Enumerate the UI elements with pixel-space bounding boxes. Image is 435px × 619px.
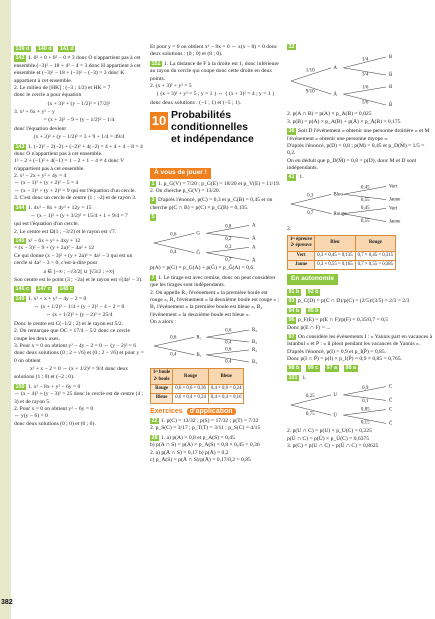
text: p(Ū ∩ C) = p(Ū) × p_Ū(C) = 0,6375	[287, 435, 370, 442]
tree-probability: 0,4	[225, 341, 232, 347]
text: 2. p(U ∩ C) = p(U) × p_U(C) = 0,225	[287, 428, 372, 435]
probability-table	[287, 235, 396, 270]
text: D'après l'énoncé, p(D) = 0,8 ; p(M) = 0,45 et p_D(M̄) = 1/5 = 0,2.	[287, 142, 425, 157]
tree-node-label: Vert	[389, 206, 398, 212]
text: = (x − 3)² − 9 + (y + 2a)² − 4a² + 12	[14, 245, 95, 252]
text: c) p_Ā(S) = p(Ā ∩ S)/p(Ā) = 0,17/0,2 = 0,85	[150, 456, 251, 463]
tree-probability: 0,55	[360, 197, 370, 203]
text: 2. On remarque que OC = 17/4 − 5/2 donc ce cercle coupe les deux axes.	[14, 328, 130, 342]
table-cell: 0,3 × 0,55 = 0,165	[315, 261, 355, 270]
tree-probability: 0,8	[225, 224, 232, 230]
tree-probability: 1/6	[362, 86, 369, 92]
exercise-97	[287, 334, 433, 364]
text: Son centre est le point (3 ; −2a) et le rayon est √(4a² − 3).	[14, 276, 143, 283]
text: qui est l'équation d'un cercle.	[14, 221, 79, 228]
tag: 92 b	[307, 289, 319, 296]
text: 2. p(A ∩ B) = p(A) × p_A(B) = 0,025	[287, 111, 372, 118]
column-3	[287, 44, 433, 452]
tree-probability: 1/10	[305, 68, 315, 74]
text: 2. On cherche p_G(V) = 13/20.	[150, 187, 221, 194]
intro-text: Et pour y = 0 on obtient x² − 8x = 0 ⇔ x(x − 8) = 0 donc deux solutions : (0 ; 0) et (8 ; 0).	[150, 44, 278, 58]
exercise-7	[150, 275, 281, 404]
tree-node-label: A	[333, 66, 338, 72]
tree-node-label: Bleu	[333, 192, 343, 198]
table-header: Rouge	[355, 236, 395, 252]
text: 2. (x + 3)² + y² = 5	[150, 82, 192, 89]
tree-node-label: Ā	[333, 92, 338, 98]
tag: 98 a	[345, 365, 357, 372]
exercise-3	[150, 197, 281, 212]
exercise-number: 1	[151, 180, 155, 187]
exercise-number: 22	[151, 418, 158, 424]
text: 1. p_G(V) = 7/20 ; p_G(E) = 18/20 et p_V(E) = 11/19.	[158, 180, 281, 187]
probability-tree	[287, 182, 407, 226]
chapter-number: 10	[151, 113, 167, 128]
tree-probability: 0,3	[225, 245, 232, 251]
tree-node-label: Vert	[389, 184, 398, 190]
text: D'après l'énoncé, p(I) = 0,9 et p_I(P̄) = 0,85.	[287, 348, 387, 355]
exercise-tags-mid	[14, 286, 144, 293]
tree-node-label: B₂	[252, 360, 258, 366]
text: donc le cercle a pour équation	[14, 92, 82, 99]
tree-probability: 0,9	[362, 386, 369, 392]
probability-table	[150, 368, 244, 403]
exercise-number: 3	[151, 197, 155, 204]
tag: 139 d	[15, 46, 30, 52]
exercise-28	[150, 435, 281, 465]
exercise-number: 144	[15, 204, 25, 211]
tree-probability: 0,15	[360, 420, 370, 426]
tree-node-label: Jaune	[389, 219, 401, 225]
text: Soit D l'événement « obtenir une personne droitière » et M l'événement « obtenir une personne myope ».	[287, 128, 430, 142]
page-number: 382	[1, 599, 13, 606]
exercise-number: 97	[288, 333, 295, 340]
exercise-41	[287, 174, 433, 270]
exercise-number: 150	[15, 383, 25, 390]
exercise-151	[150, 61, 281, 107]
exercise-5	[150, 214, 281, 273]
section-banner-vous-de-jouer: À vous de jouer !	[150, 168, 211, 179]
tree-probability: 0,75	[305, 412, 315, 418]
exercise-145	[14, 238, 144, 284]
text: Donc p(I ∩ P̄) = p(I) × p_I(P̄) = 0,9 × 0,85 = 0,765.	[287, 356, 403, 363]
exercise-144	[14, 205, 144, 237]
text: ⇔ y(y − 6) = 0	[14, 413, 48, 420]
text: 1. 4x² − 8x + 4y² + 12y = 15	[28, 204, 92, 211]
exercise-101	[287, 375, 433, 451]
tree-probability: 0,6	[225, 329, 232, 335]
tree-probability: 3/4	[362, 72, 369, 78]
tag: 97 a	[326, 365, 338, 372]
tree-node-label: G	[196, 231, 201, 237]
exercise-22	[150, 418, 281, 433]
text: On considère les événements I : « Yannis part en vacances à Istanbul » et P : « il pleut pendant les vacances de Yannis ».	[287, 333, 433, 348]
exercise-number: 93	[288, 298, 295, 305]
text: 1. Le tirage est avec remise, donc on peut considérer que les tirages sont indépendants.	[150, 274, 276, 289]
table-cell: 0,7 × 0,55 = 0,385	[355, 261, 395, 270]
exercise-number: 149	[15, 295, 25, 302]
tree-node-label: B₁	[196, 353, 202, 359]
tag: 140 d	[37, 46, 52, 52]
tree-node-label: R₁	[196, 335, 202, 341]
table-corner: 1ʳᵉ épreuve 2ᵉ épreuve	[288, 236, 315, 252]
tree-node-label: B̄	[389, 103, 393, 109]
text: 2. On appelle R₁ l'événement « la première boule est rouge », R₂ l'événement « la deuxième boule est rouge » ; B₁ l'événement « la première boule est bleue », B₂ l'événement « la deuxième boule est bleue ».	[150, 289, 280, 318]
tree-probability: 9/10	[305, 90, 315, 96]
tree-node-label: Ḡ	[196, 251, 201, 257]
exercise-149	[14, 296, 144, 382]
text: donc deux solutions (0 ; 0) et (0 ; 6).	[14, 420, 96, 427]
text: Ce qui donne (x − 3)² + (y + 2a)² = 4a² − 3 qui est un cercle si 4a² − 3 > 0, c'est-à-dire pour	[14, 252, 133, 267]
tag: 148 c	[59, 286, 73, 293]
text: 3. Pour x = 0 on obtient y² − 4y − 2 = 0 ⇔ (y − 2)² = 6 donc deux solutions (0 ; 2 + √6) et (0 ; 2 − √6) et pour y = 0 on obtient	[14, 342, 144, 364]
exercise-93	[287, 298, 433, 305]
equation: (x + 3)² + (y − 1/2)² = (7/2)²	[47, 100, 111, 107]
equation: x² + x − 2 = 0 ⇔ (x + 1/2)² = 9/4 donc deux	[29, 366, 129, 372]
tag: 95 b	[307, 307, 319, 314]
tree-node-label: U	[333, 393, 338, 399]
text: 3. p(B) = p(A) × p_A(B) + p(Ā) × p_Ā(B) = 0,175	[287, 118, 401, 125]
tree-node-label: A	[252, 223, 256, 229]
text: 1.	[302, 374, 307, 381]
text: solutions (1 ; 0) et (−2 ; 0).	[14, 374, 75, 381]
exercise-number: 28	[151, 434, 158, 441]
tree-probability: 1/4	[362, 57, 369, 63]
equation: 1. x² + x + y² − 4y − 2 = 0	[28, 295, 87, 302]
exercise-number: 143	[15, 143, 25, 150]
tree-probability: 0,4	[170, 250, 177, 256]
tree-probability: 0,55	[360, 218, 370, 224]
tree-node-label: B	[389, 85, 393, 91]
table-header: Bleu	[315, 236, 355, 252]
exercise-number: 142	[15, 55, 25, 62]
text: 2. Le milieu de [HK] : (−3 ; 1/2) et HK = 7	[14, 84, 111, 91]
text: ⇔ (x − 1)² + (y + 2)² = 9 qui est l'équation d'un cercle.	[14, 187, 136, 194]
text: 1. x² − 8x + y² − 6y = 0	[28, 383, 81, 390]
text: 1. La distance de F à la droite est 1, donc inférieure au rayon du cercle qui coupe donc cette droite en deux points.	[150, 60, 279, 82]
tree-probability: 0,45	[360, 205, 370, 211]
text: b) p(A ∩ S) = p(A) × p_A(S) = 0,8 × 0,45 = 0,36	[150, 442, 260, 449]
tree-node-label: Ū	[333, 413, 338, 419]
text: p(A) = p(G) × p_G(A) + p(Ḡ) × p_Ḡ(A) = 0,6.	[150, 265, 255, 272]
exercise-tags-a	[287, 289, 433, 296]
exercise-32	[287, 44, 433, 126]
exercise-142	[14, 55, 144, 141]
tree-node-label: C̄	[389, 421, 393, 427]
probability-tree	[150, 326, 270, 366]
text: 3. x² + 6x + y² − y	[14, 109, 55, 115]
tag: 147 c	[37, 286, 51, 293]
table-cell: 0,6 × 0,6 = 0,36	[173, 385, 209, 394]
text: donc l'équation devient	[14, 125, 66, 132]
tag: 99 c	[307, 365, 319, 372]
text: 2. Pour x = 0 on obtient y² − 6y = 0	[14, 405, 94, 412]
section-banner-autonomie: En autonomie	[287, 274, 338, 285]
text: donc deux solutions : (−1 ; 1) et (−5 ; 1).	[150, 99, 241, 106]
exercise-number: 7	[151, 274, 155, 281]
text: 1. a) p(A) = 0,8 et p_A(S) = 0,45	[161, 434, 235, 441]
text: Donc p(E ∩ F) = ...	[287, 324, 331, 331]
tag: 91 b	[288, 289, 300, 296]
exercise-number: 5	[151, 214, 155, 221]
chapter-title: Probabilités conditionnelles et indépendance	[171, 109, 254, 145]
row-header: Vert	[288, 251, 315, 260]
column-1	[14, 44, 144, 430]
table-cell: 0,7 × 0,45 = 0,315	[355, 251, 395, 260]
tree-probability: 0,4	[170, 352, 177, 358]
tree-probability: 0,6	[170, 336, 177, 342]
table-header: Bleue	[208, 369, 244, 385]
tree-probability: 0,6	[225, 347, 232, 353]
equation: = (x + 3)² − 9 + (y − 1/2)² − 1/4	[43, 117, 115, 124]
tree-node-label: B	[389, 55, 393, 61]
exercise-tags-top	[14, 46, 144, 53]
text: 2. p_S(C) = 3/17 ; p_T(T) = 3/11 ; p_S(C) = 4/15	[150, 425, 261, 432]
tree-node-label: C̄	[389, 398, 393, 404]
tree-node-label: Rouge	[333, 211, 347, 217]
tag: 98 b	[288, 365, 300, 372]
equation: ⇔ (x + 1/2)² + (y − 2)² = 25/4	[45, 312, 113, 319]
tree-probability: 0,7	[307, 210, 314, 216]
text: D'après l'énoncé, p(C) = 0,3 et p_C(B) = 0,45 et on cherche p(C ∩ B) = p(C) × p_C(B) = 0,135.	[150, 197, 273, 211]
exercise-tags-c	[287, 365, 433, 372]
tree-node-label: C	[389, 384, 393, 390]
text: 1. p(C) = 13/32 ; p(S) = 17/32 ; p(T) = 7/32	[161, 418, 259, 424]
tree-probability: 0,25	[305, 394, 315, 400]
tree-probability: 0,1	[362, 398, 369, 404]
exercise-number: 145	[15, 238, 25, 244]
tree-node-label: C	[389, 407, 393, 413]
tree-node-label: Ā	[252, 259, 256, 265]
equation: ⇔ (x − 1)² + (y + 3/2)² = 15/4 + 1 + 9/4 = 7	[30, 212, 128, 219]
probability-tree	[150, 221, 270, 265]
text: ⇔ (x − 4)² + (y − 3)² = 25 donc le cercle est de centre (4 ; 3) et de rayon 5.	[14, 391, 144, 405]
text: 2. x² − 2x + y² + 4y = 4	[14, 173, 67, 179]
text: 3. C'est donc un cercle de centre (1 ; −2) et de rayon 3.	[14, 195, 137, 202]
chapter-header	[150, 110, 281, 162]
tree-probability: 0,6	[170, 232, 177, 238]
tree-probability: 0,45	[360, 185, 370, 191]
row-header: Jaune	[288, 261, 315, 270]
exercise-number: 151	[151, 60, 161, 67]
exercise-1	[150, 181, 281, 196]
text: 3. p(C) = p(U ∩ C) + p(Ū ∩ C) = 0,8625	[287, 442, 379, 449]
exercise-150	[14, 384, 144, 428]
tree-node-label: Ā	[252, 237, 256, 243]
text: 1. 0² + 0 + 0² − 0 ≠ 3 donc O n'appartient pas à cet ensemble.(−3)² − 18 + 4² − 4 = 3 donc H appartient à cet ensemble et (−3)² − 18 + (−3)² − (−3) = 3 donc K appartient à cet ensemble.	[14, 55, 141, 84]
exercise-96	[287, 317, 433, 332]
tree-node-label: R₂	[252, 348, 258, 354]
text: 1. (−2)² − 2(−2) + (−2)² + 4(−2) = 4 + 4 + 4 − 8 = 4 donc O n'appartient pas à cet ensemble.	[14, 143, 143, 157]
tree-node-label: A	[252, 245, 256, 251]
text: 1.	[299, 174, 304, 181]
table-header: Rouge	[173, 369, 209, 385]
text: 1² − 2 + (−1)² + 4(−1) = 1 − 2 + 1 − 4 ≠ 4 donc V n'appartient pas à cet ensemble.	[14, 158, 125, 172]
exercise-tags-b	[287, 308, 433, 315]
table-cell: 0,6 × 0,4 = 0,24	[173, 394, 209, 403]
tag: 94 b	[288, 307, 300, 314]
equation: ⇔ (x + 1/2)² − 1/4 + (y − 2)² − 4 − 2 = 0	[33, 304, 125, 310]
tree-node-label: B̄	[389, 73, 393, 79]
tree-node-label: R₂	[252, 328, 258, 334]
tree-probability: 0,4	[225, 359, 232, 365]
tree-node-label: B₂	[252, 340, 258, 346]
text: x² − 6x + y² + 4xy + 12	[28, 238, 81, 244]
exercise-number: 41	[288, 174, 295, 181]
row-header: Rouge	[151, 385, 173, 394]
text: ⇔ (x − 1)² + (y + 2)² − 5 = 4	[14, 180, 79, 187]
tree-probability: 0,2	[225, 237, 232, 243]
tree-probability: 0,85	[360, 407, 370, 413]
page-sidebar	[0, 0, 11, 619]
text: On en déduit que p_D(M̄) = 0,8 = p(D), donc M et D sont indépendants.	[287, 157, 417, 171]
text: Donc le centre est C(−1/2 ; 2) et le rayon est 5/2.	[14, 320, 124, 327]
tree-probability: 5/6	[362, 101, 369, 107]
table-cell: 0,3 × 0,45 = 0,135	[315, 251, 355, 260]
tree-probability: 0,3	[307, 193, 314, 199]
row-header: Bleue	[151, 394, 173, 403]
text: 2. a) p(Ā ∩ S) = 0,17 b) p(Ā) = 0,2	[150, 449, 229, 456]
exercise-number: 36	[288, 128, 295, 135]
exercise-number: 101	[288, 374, 298, 381]
exercise-143	[14, 144, 144, 203]
exercices-heading: Exercices d'application	[150, 407, 281, 416]
equation: p_F(E) = p(E ∩ F)/p(F) = 0,35/0,7 = 0,5	[298, 317, 389, 324]
column-2	[150, 44, 281, 466]
text: 2.	[287, 225, 292, 232]
text: On a alors :	[150, 319, 176, 326]
probability-tree	[287, 51, 407, 111]
text: 2. Le centre est Ω(1 ; −3/2) et le rayon est √7.	[14, 228, 117, 235]
probability-tree	[287, 382, 407, 428]
tag: 146 c	[15, 286, 29, 293]
exercise-number: 96	[288, 317, 295, 324]
equation: a ∈ ]−∞ ; −√3/2[ ∪ ]√3/2 ; +∞[	[43, 268, 115, 275]
table-cell: 0,4 × 0,6 = 0,24	[208, 385, 244, 394]
tree-probability: 0,7	[225, 258, 232, 264]
equation: p_C(D) = p(C ∩ D)/p(C) = (2/5)/(3/5) = 2/3 = 2/3	[298, 298, 410, 305]
equation-system: { (x + 3)² + y² = 5 ; y = 1 } ⇔ { (x + 3)² = 4 ; y = 1 }	[156, 91, 275, 98]
exercise-36	[287, 128, 433, 172]
table-corner: 1ʳᵉ boule 2ᵉ boule	[151, 369, 173, 385]
equation: (x + 3)² + (y − 1/2)² = 3 + 9 + 1/4 = 49/4	[33, 134, 125, 141]
table-cell: 0,4 × 0,4 = 0,16	[208, 394, 244, 403]
exercise-number: 32	[288, 44, 295, 50]
tag: 141 d	[59, 46, 74, 52]
tree-node-label: Jaune	[389, 197, 401, 203]
